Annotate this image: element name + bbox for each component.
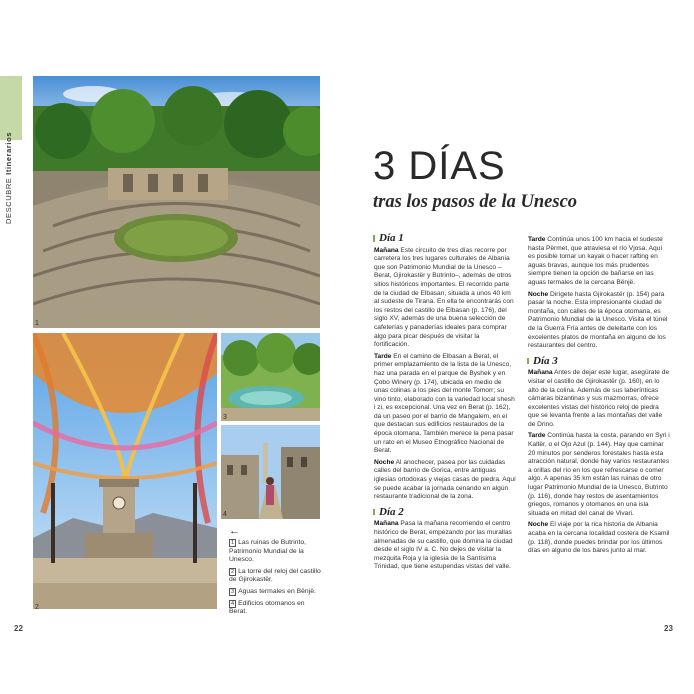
day-heading: Día 3 (528, 357, 670, 366)
day-heading: Día 2 (374, 508, 516, 517)
page-title: 3 DÍAS (373, 144, 506, 188)
caption-item: 1 Las ruinas de Butrinto, Patrimonio Mundial de la Unesco. (229, 539, 307, 564)
section-label (4, 131, 18, 224)
itinerary-column-2 (528, 236, 670, 559)
butrint-image (33, 76, 320, 328)
arrow-left-icon: ← (229, 525, 240, 537)
subsection-name: Itinerarios (4, 131, 13, 175)
paragraph: Mañana Pasa la mañana recorriendo el centro histórico de Berat, empezando por las murallas almenadas de su castillo, que domina la ciudad desde el siglo IV a. C. No dejes de visitar la mezquita Roja y la iglesia de la Santísima Trinidad, que tiene estupendas vistas del valle. (374, 520, 513, 571)
paragraph: Tarde Continúa hasta la costa, parando en Syri i Kaltër, o el Ojo Azul (p. 144). Hay que caminar 20 minutos por senderos forestales hasta esta atracción natural, donde hay varios restaurantes a orillas del río en los que refrescarse o comer algo. A apenas 35 km están las ruinas de otro lugar Patrimonio Mundial de la Unesco, Butrinto (p. 116), donde hay restos de asentamientos griegos, romanos y otomanos en una isla situada en mitad del canal de Vivari. (528, 432, 670, 517)
photo-number: 4 (223, 511, 227, 518)
photo-ottoman-buildings (221, 425, 320, 519)
photo-number: 3 (223, 414, 227, 421)
clock-tower-image (33, 333, 217, 609)
caption-item: 2 La torre del reloj del castillo de Gjirokastër. (229, 567, 321, 584)
photo-number: 2 (35, 604, 39, 611)
section-name: DESCUBRE (4, 177, 13, 224)
paragraph: Noche El viaje por la rica historia de Albania acaba en la cercana localidad costera de Ksamil (p. 118), donde puedes brindar por los últimos días en alguno de los bares junto al mar. (528, 521, 670, 555)
caption-item: 3 Aguas termales en Bënjë. (231, 587, 316, 595)
day-heading: Día 1 (374, 234, 516, 243)
page-number-left: 22 (14, 624, 23, 633)
paragraph: Mañana Este circuito de tres días recorre por carretera los tres lugares culturales de Albania que son Patrimonio Mundial de la Unesco –Berat, Gjirokastër y Butrinto–, además de otros sitios históricos importantes. El recorrido parte de la ciudad de Elbasan, situada a unos 40 km al sudeste de Tirana. En ella te encontrarás con los restos del castillo de Elbasan (p. 176), del siglo XV, además de una buena selección de cafeterías y panaderías ideales para comprar algo para picar después de visitar la fortificación. (374, 246, 514, 349)
photo-thermal-waters (221, 333, 320, 421)
caption-item: 4 Edificios otomanos en Berat. (229, 599, 305, 616)
paragraph: Mañana Antes de dejar este lugar, asegúrate de visitar el castillo de Gjirokastër (p. 160), en lo alto de la colina. Además de sus laberínticas cámaras bizantinas y sus mazmorras, ofrece excelentes vistas del histórico reloj de piedra que se levanta frente a las montañas del valle de Drino. (528, 369, 670, 428)
paragraph: Tarde Continúa unos 100 km hacia el sudeste hasta Përmet, que atraviesa el río Vjosa. Aquí es posible tomar un kayak o hacer rafting en aguas bravas, aunque los más prudentes siempre tienen la opción de bañarse en las aguas termales de la cercana Bënjë. (528, 236, 663, 286)
photo-number: 1 (35, 320, 39, 327)
thermal-waters-image (221, 333, 320, 421)
photo-butrint-ruins (33, 76, 320, 328)
page-number-right: 23 (664, 624, 673, 633)
paragraph: Noche Dirígete hasta Gjirokastër (p. 154) para pasar la noche. Esta impresionante ciudad de montaña, con calles de la época otomana, es Patrimonio Mundial de la Unesco. Visita el túnel de la Guerra Fría antes de deleitarte con los excelentes platos de montaña en alguno de los restaurantes del centro. (528, 290, 668, 350)
ottoman-buildings-image (221, 425, 320, 519)
photo-captions (229, 526, 321, 620)
photo-clock-tower (33, 333, 217, 609)
itinerary-column-1 (374, 232, 516, 575)
section-tab (0, 76, 22, 140)
page-subtitle: tras los pasos de la Unesco (373, 192, 578, 212)
paragraph: Tarde En el camino de Elbasan a Berat, el primer emplazamiento de la lista de la Unesco, haz una parada en el parque de Byshek y en Çobo Winery (p. 174), ubicada en medio de unas colinas a los pies del monte Tomorr; su vino tinto, elaborado con la variedad local shesh i zi, es excepcional. Una vez en Berat (p. 162), da un paseo por el barrio de Mangalem, en el que destacan sus edificios restaurados de la época otomana. También merece la pena pasar un rato en el Museo Etnográfico Nacional de Berat. (374, 352, 515, 455)
paragraph: Noche Al anochecer, pasea por las cuidadas calles del barrio de Gorica, entre antiguas iglesias ortodoxas y viejas casas de piedra. Aquí se puede acabar la jornada cenando en algún restaurante tradicional de la zona. (374, 458, 516, 501)
